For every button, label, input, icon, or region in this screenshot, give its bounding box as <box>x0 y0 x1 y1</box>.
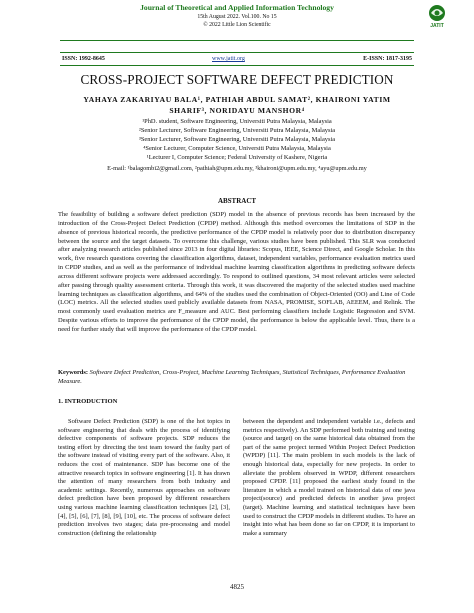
page-number: 4825 <box>230 583 244 591</box>
author-list <box>60 95 414 116</box>
journal-logo <box>424 2 450 28</box>
affiliation-5: ¹Lecturer I, Computer Science; Federal University of Kashere, Nigeria <box>146 154 328 161</box>
intro-column-left: Software Defect Prediction (SDP) is one of the hot topics in software engineering that deals with the process of identifying defective components of software projects. SDP reduces the testing effort by directing the test team toward the faulty part of the software instead of visiting every part of the software. Also, it reduces the cost of maintenance. SDP has become one of the attractive research topics in software engineering [1]. It has drawn the attention of many researchers from both industry and academic settings. Recently, numerous approaches on software defect prediction have been proposed by different researchers using various machine learning classification techniques [2], [3], [4], [5], [6], [7], [8], [9], [10], etc. The process of software defect prediction involves two stages; data pre-processing and model construction (defining the relationship <box>58 418 230 537</box>
affiliation-2: ²Senior Lecturer, Software Engineering, Universiti Putra Malaysia, Malaysia <box>138 127 336 134</box>
author-line-1: YAHAYA ZAKARIYAU BALA¹, PATHIAH ABDUL SAMAT², KHAIRONI YATIM <box>83 95 391 104</box>
author-line-2: SHARIF³, NORIDAYU MANSHOR⁴ <box>169 105 305 115</box>
journal-copyright: © 2022 Little Lion Scientific <box>203 22 271 28</box>
abstract-heading: ABSTRACT <box>217 197 257 205</box>
header-rule-top <box>60 40 414 41</box>
paper-title: CROSS-PROJECT SOFTWARE DEFECT PREDICTION <box>80 72 394 87</box>
abstract-body: The feasibility of building a software defect prediction (SDP) model in the absence of previous records has been increased by the introduction of the Cross-Project Defect Prediction (CPDP) method. Although this method overcomes the limitations of SDP in the absence of previous historical records, the predictive performance of the CPDP model is relatively poor due to distribution discrepancy between the source and the target datasets. To overcome this challenge, various studies have been published. This SLR was conducted after analyzing research articles published since 2013 in four digital libraries: Scopus, IEEE, Science Direct, and Google Scholar. In this work, five research questions covering the classification algorithms, dataset, independent variables, performance evaluation metrics used in CPDP studies, and as well as the performance of individual machine learning classification algorithms in predicting software defects across different software projects were addressed accordingly. To respond to outlined questions, 34 most relevant articles were selected after passing through quality assessment criteria. Through this work, it was discovered the majority of the selected studies used machine learning techniques as classification algorithms, and 64% of the studies used the combination of Object-Oriented (OO) and Line of Code (LOC) metrics. All the selected studies used publicly available datasets from NASA, PROMISE, SOFLAB, AEEEM, and Relink. The most commonly used evaluation metrics are F_measure and AUC. Best performing classifiers include Logistic Regression and SVM. Despite various efforts to improve the performance of the CPDP model, the performance is below the applicable level. Thus, there is a need for further study that will improve the performance of the CPDP model. <box>58 211 415 333</box>
header-rule-bottom <box>60 65 414 66</box>
affiliation-1: ¹PhD. student, Software Engineering, Universiti Putra Malaysia, Malaysia <box>142 118 332 125</box>
issn-print: ISSN: 1992-8645 <box>62 56 105 62</box>
section-heading-introduction: 1. INTRODUCTION <box>58 398 118 405</box>
affiliation-4: ⁴Senior Lecturer, Computer Science, Universiti Putra Malaysia, Malaysia <box>143 145 331 152</box>
author-emails: E-mail: ¹balagombi2@gmail.com, ²pathiah@upm.edu.my, ³khaironi@upm.edu.my, ⁴ayu@upm.edu.my <box>107 165 367 172</box>
intro-column-right: between the dependent and independent variable i.e., defects and metrics respectively). An SDP performed both training and testing (source and target) on the same historical data obtained from the part of the same project termed Within Project Defect Prediction (WPDP) [11]. The main problem in such models is the lack of enough historical data, especially for new projects. In order to alleviate the problem observed in WPDP, different researchers proposed CPDP. [11] proposed the earliest study found in the literature in which a model trained on historical data of one java project(source) and predicted defects in another java project (target). Machine learning and statistical techniques have been used to construct the CPDP models in different studies. To have an insight into what has been done so far on CPDP, it is important to make a summary <box>243 418 415 537</box>
issn-electronic: E-ISSN: 1817-3195 <box>363 56 412 62</box>
keywords-list: Software Defect Prediction, Cross-Project, Machine Learning Techniques, Statistical Techniques, Performance Evaluation Measure. <box>58 369 406 385</box>
journal-date-volume: 15th August 2022. Vol.100. No 15 <box>197 14 277 20</box>
header-rule-mid <box>60 52 414 53</box>
keywords-label: Keywords: <box>58 369 89 376</box>
journal-title: Journal of Theoretical and Applied Information Technology <box>140 3 334 12</box>
affiliation-3: ³Senior Lecturer, Software Engineering, Universiti Putra Malaysia, Malaysia <box>138 136 336 143</box>
keywords <box>58 369 415 387</box>
journal-url-link[interactable]: www.jatit.org <box>212 56 245 62</box>
logo-text: JATIT <box>430 23 444 28</box>
